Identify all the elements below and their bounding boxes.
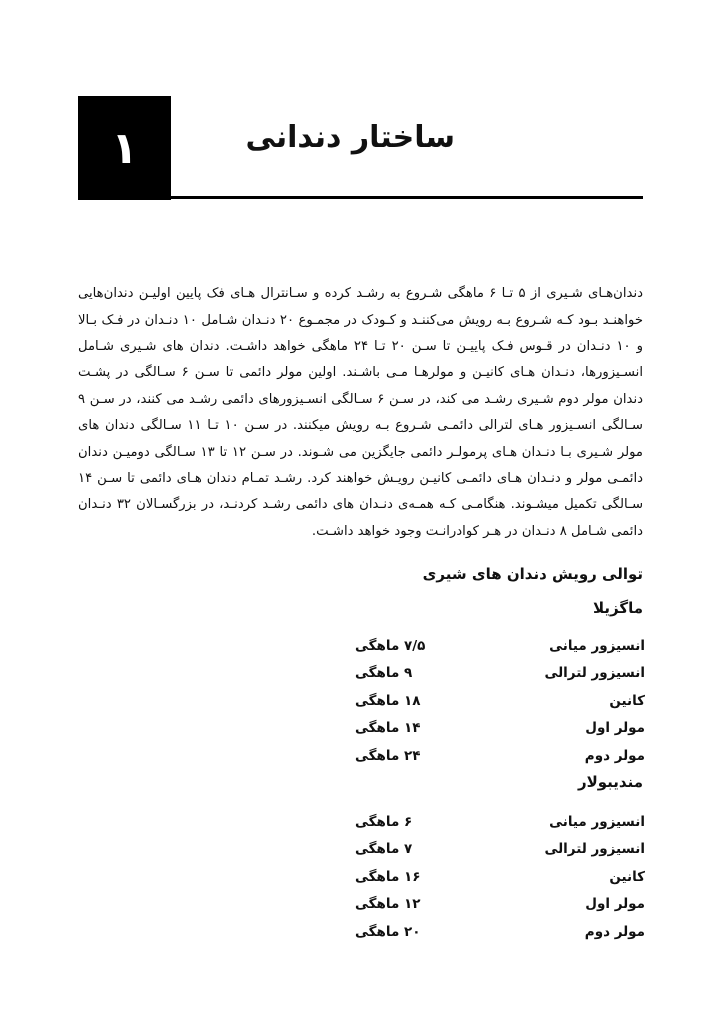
list-item: [355, 808, 645, 836]
tooth-name: انسیزور لترالی: [544, 841, 645, 858]
eruption-age: ۷/۵ ماهگی: [355, 637, 426, 654]
list-item: [355, 891, 645, 919]
title-underline: [78, 196, 643, 199]
list-item: [355, 715, 645, 743]
eruption-age: ۲۴ ماهگی: [355, 747, 421, 764]
tooth-name: مولر دوم: [584, 923, 645, 940]
tooth-name: مولر اول: [585, 720, 645, 737]
eruption-age: ۱۴ ماهگی: [355, 720, 421, 737]
list-item: [355, 836, 645, 864]
list-item: [355, 863, 645, 891]
mandible-eruption-list: [355, 808, 645, 946]
maxilla-heading: ماگزیلا: [593, 599, 643, 617]
eruption-age: ۱۸ ماهگی: [355, 692, 421, 709]
tooth-name: کانین: [609, 868, 645, 885]
maxilla-eruption-list: [355, 632, 645, 770]
eruption-age: ۷ ماهگی: [355, 841, 413, 858]
eruption-age: ۶ ماهگی: [355, 813, 413, 830]
tooth-name: انسیزور لترالی: [544, 665, 645, 682]
chapter-title: ساختار دندانی: [245, 120, 455, 155]
chapter-number-box: [78, 96, 171, 200]
list-item: [355, 632, 645, 660]
tooth-name: مولر دوم: [584, 747, 645, 764]
intro-paragraph: دندان‌هـای شـیری از ۵ تـا ۶ ماهگی شـروع به رشـد کرده و سـانترال هـای فک پایین اولیـن دندان‌هایی خواهنـد بـود کـه شـروع بـه رویش می‌کننـد و کـودک در مجمـوع ۲۰ دنـدان شـامل ۱۰ دنـدان در فـک بـالا و ۱۰ دنـدان در قـوس فـک پاییـن تا سـن ۲۰ تـا ۲۴ ماهگی خواهد داشـت. دندان های شـیری شـامل انسـیزورها، دنـدان هـای کانیـن و مولرهـا مـی باشـند. اولین مولر دائمی تا سـن ۶ سـالگی در پشـت دندان مولر دوم شـیری رشـد می کند، در سـن ۶ سـالگی انسـیزورهای دائمی رشـد می کنند، در سـن ۹ سـالگی انسـیزور هـای لترالی دائمـی شـروع بـه رویش میکنند. در سـن ۱۰ تـا ۱۱ سـالگی دندان های مولر شـیری بـا دنـدان هـای پرمولـر دائمی جایگزین می شـوند. در سـن ۱۲ تا ۱۳ سـالگی دومیـن دندان دائمـی مولر و دنـدان هـای دائمـی کانیـن رویـش خواهند کرد. رشـد تمـام دندان هـای دائمی تا سـن ۱۴ سـالگی تکمیل میشـوند. هنگامـی کـه همـه‌ی دنـدان های دائمی رشـد کردنـد، در بزرگسـالان ۳۲ دنـدان دائمی شـامل ۸ دنـدان در هـر کوادرانـت وجود خواهد داشـت.: [78, 286, 644, 539]
section-title: توالی رویش دندان های شیری: [422, 565, 643, 583]
mandible-heading: مندیبولار: [577, 773, 643, 791]
eruption-age: ۲۰ ماهگی: [355, 923, 421, 940]
chapter-number: ۱: [111, 122, 138, 174]
list-item: [355, 687, 645, 715]
list-item: [355, 742, 645, 770]
eruption-age: ۱۲ ماهگی: [355, 896, 421, 913]
tooth-name: انسیزور میانی: [549, 637, 645, 654]
tooth-name: کانین: [609, 692, 645, 709]
eruption-age: ۹ ماهگی: [355, 665, 413, 682]
tooth-name: مولر اول: [585, 896, 645, 913]
list-item: [355, 918, 645, 946]
eruption-age: ۱۶ ماهگی: [355, 868, 421, 885]
list-item: [355, 660, 645, 688]
tooth-name: انسیزور میانی: [549, 813, 645, 830]
